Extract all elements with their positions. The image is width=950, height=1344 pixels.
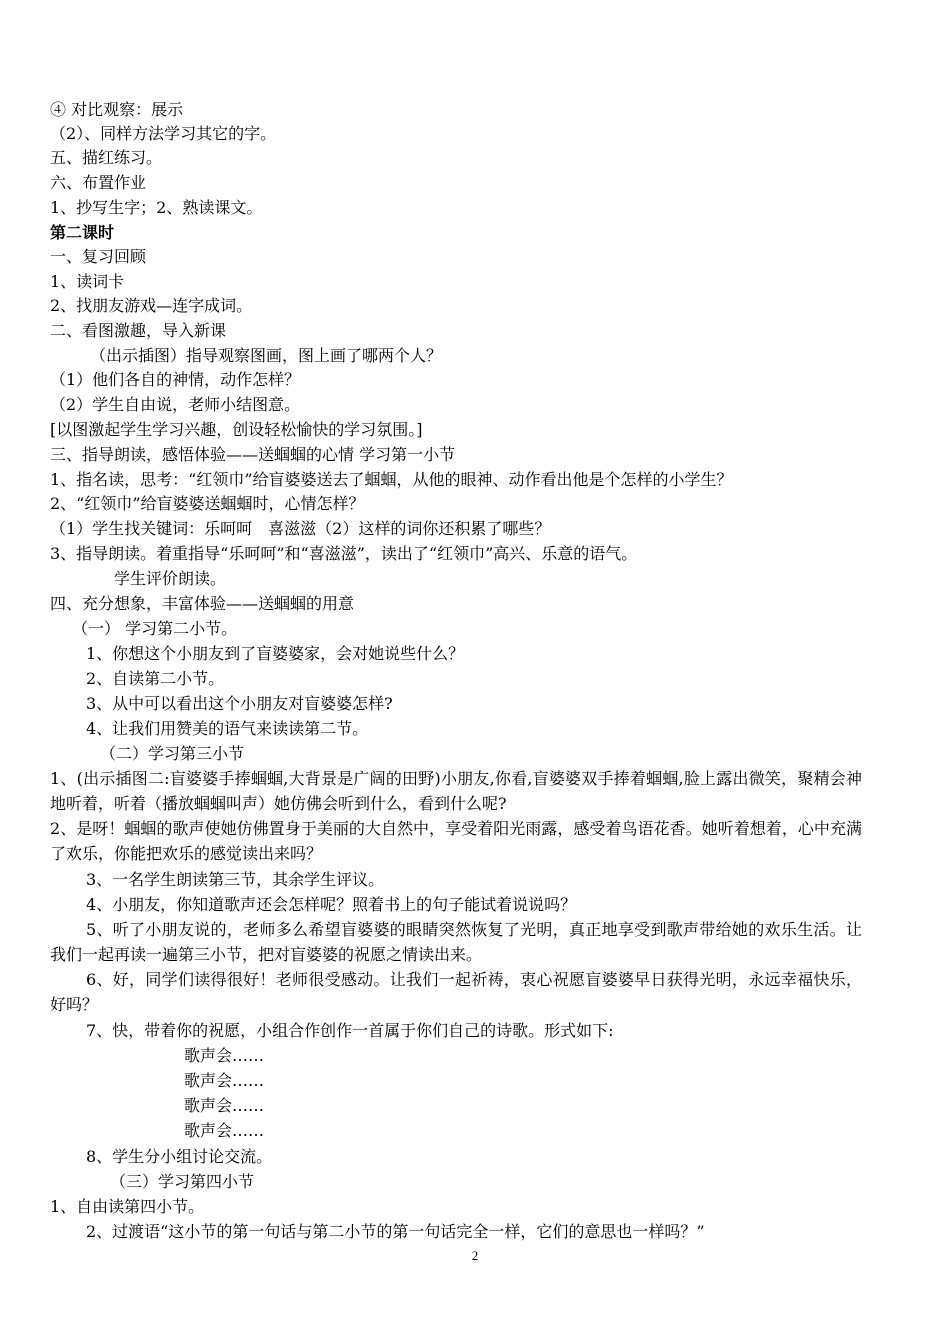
poem-line: 歌声会……: [184, 1046, 265, 1065]
text-line: 4、小朋友，你知道歌声还会怎样呢？照着书上的句子能试着说说吗？: [86, 895, 577, 914]
text-line: 3、一名学生朗读第三节，其余学生评议。: [86, 870, 385, 889]
text-line: 六、布置作业: [50, 173, 147, 192]
text-line: 2、自读第二小节。: [86, 669, 225, 688]
text-line: 1、抄写生字；2、熟读课文。: [50, 198, 263, 217]
text-line: 3、指导朗读。着重指导“乐呵呵”和“喜滋滋”，读出了“红领巾”高兴、乐意的语气。: [50, 544, 638, 563]
text-line: 二、看图激趣，导入新课: [50, 321, 227, 340]
text-line: （三）学习第四小节: [110, 1172, 255, 1191]
page-number: 2: [471, 1248, 479, 1263]
text-line: （二）学习第三小节: [100, 744, 245, 763]
paragraph: 2、是呀！蝈蝈的歌声使她仿佛置身于美丽的大自然中，享受着阳光雨露，感受着鸟语花香。她听着想着，心中充满了欢乐，你能把欢乐的感觉读出来吗？: [50, 819, 862, 863]
poem-line: 歌声会……: [184, 1071, 265, 1090]
poem-line: 歌声会……: [184, 1121, 265, 1140]
text-line: 一、复习回顾: [50, 247, 147, 266]
text-line: （2）、同样方法学习其它的字。: [50, 124, 277, 143]
paragraph: 5、听了小朋友说的，老师多么希望盲婆婆的眼睛突然恢复了光明，真正地享受到歌声带给她的欢乐生活。让我们一起再读一遍第三小节，把对盲婆婆的祝愿之情读出来。: [50, 920, 862, 964]
text-line: 1、自由读第四小节。: [50, 1197, 205, 1216]
text-line: 学生评价朗读。: [114, 569, 227, 588]
text-line: 1、读词卡: [50, 272, 125, 291]
text-line: 3、从中可以看出这个小朋友对盲婆婆怎样?: [86, 694, 393, 713]
text-line: 7、快，带着你的祝愿，小组合作创作一首属于你们自己的诗歌。形式如下:: [86, 1021, 614, 1040]
text-line: （1）学生找关键词：乐呵呵 喜滋滋（2）这样的词你还积累了哪些？: [50, 519, 551, 538]
text-line: （出示插图）指导观察图画，图上画了哪两个人？: [90, 346, 443, 365]
text-line: 三、指导朗读，感悟体验——送蝈蝈的心情 学习第一小节: [50, 445, 456, 464]
text-line: 1、你想这个小朋友到了盲婆婆家，会对她说些什么？: [86, 644, 465, 663]
text-line: [以图激起学生学习兴趣，创设轻松愉快的学习氛围。]: [50, 420, 423, 439]
text-line: 2、过渡语“这小节的第一句话与第二小节的第一句话完全一样，它们的意思也一样吗？”: [86, 1222, 705, 1241]
paragraph: 6、好，同学们读得很好！老师很受感动。让我们一起祈祷，衷心祝愿盲婆婆早日获得光明，永远幸福快乐，好吗？: [50, 970, 862, 1014]
paragraph: 1、(出示插图二:盲婆婆手捧蝈蝈,大背景是广阔的田野)小朋友,你看,盲婆婆双手捧着蝈蝈,脸上露出微笑，聚精会神地听着，听着（播放蝈蝈叫声）她仿佛会听到什么，看到什么呢?: [50, 769, 862, 813]
poem-line: 歌声会……: [184, 1096, 265, 1115]
text-line: 五、描红练习。: [50, 148, 163, 167]
text-line: 4、让我们用赞美的语气来读读第二节。: [86, 719, 369, 738]
text-line: 四、充分想象，丰富体验——送蝈蝈的用意: [50, 594, 355, 613]
section-heading: 第二课时: [50, 223, 115, 242]
text-line: 2、“红领巾”给盲婆婆送蝈蝈时，心情怎样？: [50, 494, 365, 513]
text-line: 2、找朋友游戏—连字成词。: [50, 296, 253, 315]
text-line: （1）他们各自的神情，动作怎样？: [50, 370, 301, 389]
text-line: 8、学生分小组讨论交流。: [86, 1147, 273, 1166]
text-line: 1、指名读，思考：“红领巾”给盲婆婆送去了蝈蝈，从他的眼神、动作看出他是个怎样的小学生？: [50, 470, 733, 489]
text-line: （2）学生自由说，老师小结图意。: [50, 395, 301, 414]
text-line: （一） 学习第二小节。: [72, 619, 238, 638]
text-line: ④ 对比观察：展示: [50, 100, 184, 119]
